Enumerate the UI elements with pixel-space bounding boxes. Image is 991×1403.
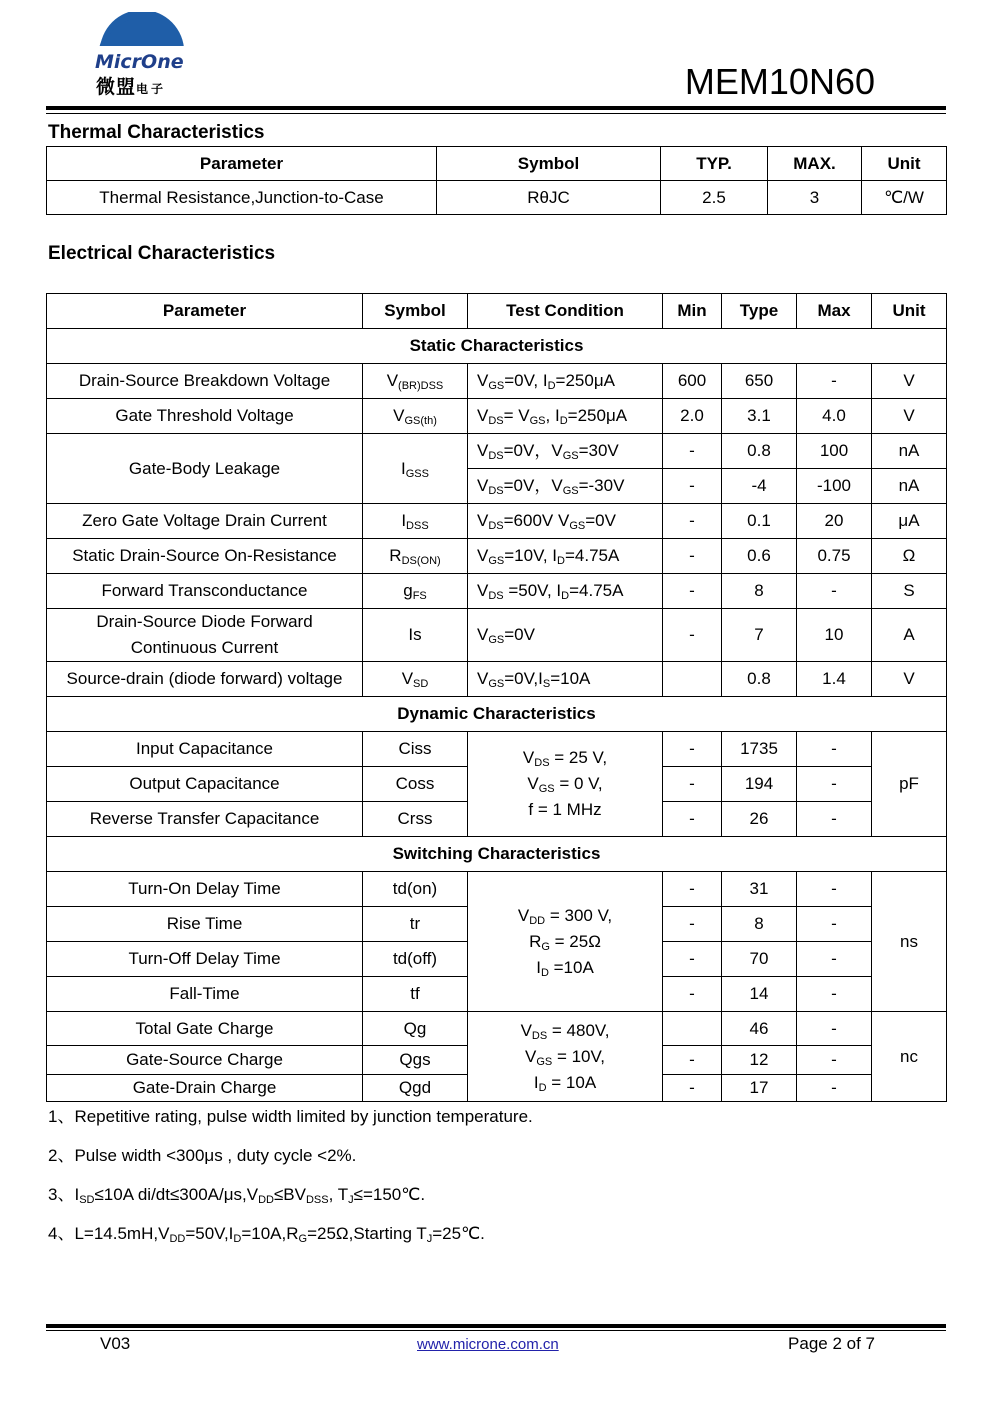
min: - [663,907,722,942]
typ: 31 [722,872,797,907]
param: Gate-Body Leakage [47,434,363,504]
table-row [47,539,947,574]
table-row [47,732,947,767]
max: - [797,942,872,977]
header-test-condition: Test Condition [468,294,663,329]
static-section-title: Static Characteristics [47,329,947,364]
min: 600 [663,364,722,399]
min [663,1012,722,1046]
footnote-1: 1、Repetitive rating, pulse width limited by junction temperature. [48,1107,533,1126]
dynamic-section-title: Dynamic Characteristics [47,697,947,732]
max: - [797,802,872,837]
switching-section-title: Switching Characteristics [47,837,947,872]
unit: V [872,399,947,434]
table-row [47,574,947,609]
param: Turn-On Delay Time [47,872,363,907]
company-logo [92,12,192,98]
max: -100 [797,469,872,504]
param: Drain-Source Diode Forward Continuous Current [47,609,363,662]
typ: 12 [722,1046,797,1075]
min: 2.0 [663,399,722,434]
min: - [663,504,722,539]
max: 4.0 [797,399,872,434]
typ: 0.8 [722,662,797,697]
logo-globe-icon [92,12,192,72]
max: - [797,977,872,1012]
typ: 14 [722,977,797,1012]
header-parameter: Parameter [47,294,363,329]
param: Gate Threshold Voltage [47,399,363,434]
switching-condition: $V_{DD} = 300$ V, $R_G = 25\Omega$ $I_D =10A$ [468,872,663,1012]
param: Turn-Off Delay Time [47,942,363,977]
symbol: $I_{DSS}$ [363,504,468,539]
version-label: V03 [100,1334,131,1353]
symbol: $g_{FS}$ [363,574,468,609]
header-unit: Unit [872,294,947,329]
unit: A [872,609,947,662]
website-link[interactable]: www.microne.com.cn [417,1336,559,1353]
typ: 70 [722,942,797,977]
unit: Ω [872,539,947,574]
param: Gate-Source Charge [47,1046,363,1075]
electrical-section-title: Electrical Characteristics [48,243,276,264]
max: 10 [797,609,872,662]
header-min: Min [663,294,722,329]
min: - [663,574,722,609]
switching-unit: ns [872,872,947,1012]
symbol: td(off) [363,942,468,977]
typ: -4 [722,469,797,504]
typ: 7 [722,609,797,662]
max: 20 [797,504,872,539]
min: - [663,767,722,802]
thermal-header-symbol: Symbol [437,147,661,181]
charge-unit: nc [872,1012,947,1102]
min: - [663,802,722,837]
symbol: Qg [363,1012,468,1046]
param: Output Capacitance [47,767,363,802]
param: Total Gate Charge [47,1012,363,1046]
param: Fall-Time [47,977,363,1012]
document-title: MEM10N60 [684,61,875,102]
param: Drain-Source Breakdown Voltage [47,364,363,399]
min: - [663,434,722,469]
condition: $V_{DS}=600V$ $V_{GS}=0V$ [468,504,663,539]
page-number: Page 2 of 7 [788,1334,875,1353]
condition: $V_{GS}=0V$ [468,609,663,662]
param: Reverse Transfer Capacitance [47,802,363,837]
header-max: Max [797,294,872,329]
condition: $V_{DS} =50V$, $I_D=4.75A$ [468,574,663,609]
typ: 8 [722,574,797,609]
condition: $V_{DS}=0V$，$V_{GS}=30V$ [468,434,663,469]
thermal-param: Thermal Resistance,Junction-to-Case [47,181,437,215]
symbol: Qgd [363,1075,468,1102]
min: - [663,977,722,1012]
typ: 1735 [722,732,797,767]
min: - [663,1046,722,1075]
symbol: Coss [363,767,468,802]
max: - [797,1046,872,1075]
max: - [797,767,872,802]
max: 1.4 [797,662,872,697]
unit: μA [872,504,947,539]
max: - [797,907,872,942]
svg-text:MicrOne: MicrOne [95,51,184,72]
logo-cn-text: 微盟 [96,76,137,98]
table-row [47,434,947,469]
max: - [797,364,872,399]
min: - [663,1075,722,1102]
thermal-table [46,146,947,215]
dynamic-condition: $V_{DS} = 25$ V, $V_{GS} = 0$ V, f = 1 MHz [468,732,663,837]
min: - [663,732,722,767]
table-row [47,1012,947,1046]
typ: 650 [722,364,797,399]
symbol: $V_{(BR)DSS}$ [363,364,468,399]
typ: 0.1 [722,504,797,539]
max: 0.75 [797,539,872,574]
thermal-header-max: MAX. [768,147,862,181]
charge-condition: $V_{DS} = 480V$, $V_{GS} = 10V$, $I_D = 10A$ [468,1012,663,1102]
typ: 46 [722,1012,797,1046]
condition: $V_{DS}=0V$，$V_{GS}=-30V$ [468,469,663,504]
condition: $V_{GS}=0V$, $I_D=250\mu A$ [468,364,663,399]
condition: $V_{DS}= V_{GS}$, $I_D=250\mu A$ [468,399,663,434]
param: Input Capacitance [47,732,363,767]
symbol: $V_{GS(th)}$ [363,399,468,434]
section-row [47,697,947,732]
header-type: Type [722,294,797,329]
footnote-2: 2、Pulse width <300μs , duty cycle <2%. [48,1146,357,1165]
min: - [663,942,722,977]
table-row [47,399,947,434]
min [663,662,722,697]
logo-cn-small-text: 电子 [136,82,167,96]
param: Zero Gate Voltage Drain Current [47,504,363,539]
param: Forward Transconductance [47,574,363,609]
max: - [797,1075,872,1102]
thermal-header-row [47,147,947,181]
param: Gate-Drain Charge [47,1075,363,1102]
condition: $V_{GS}=0V,I_S=10A$ [468,662,663,697]
thermal-symbol: RθJC [437,181,661,215]
symbol: td(on) [363,872,468,907]
min: - [663,872,722,907]
table-row [47,181,947,215]
min: - [663,539,722,574]
section-row [47,837,947,872]
unit: V [872,662,947,697]
typ: 0.8 [722,434,797,469]
header-divider-thin [46,113,946,114]
thermal-header-typ: TYP. [661,147,768,181]
max: 100 [797,434,872,469]
header-symbol: Symbol [363,294,468,329]
typ: 0.6 [722,539,797,574]
table-row [47,364,947,399]
param: Source-drain (diode forward) voltage [47,662,363,697]
thermal-section-title: Thermal Characteristics [48,122,265,143]
typ: 8 [722,907,797,942]
thermal-header-unit: Unit [862,147,947,181]
thermal-unit: ℃/W [862,181,947,215]
table-row [47,662,947,697]
section-row [47,329,947,364]
min: - [663,469,722,504]
symbol: $R_{DS(ON)}$ [363,539,468,574]
min: - [663,609,722,662]
param: Rise Time [47,907,363,942]
header-divider [46,106,946,110]
footnotes [48,1104,533,1260]
typ: 3.1 [722,399,797,434]
symbol: Qgs [363,1046,468,1075]
symbol: Is [363,609,468,662]
electrical-table [46,293,947,1102]
unit: nA [872,434,947,469]
max: - [797,872,872,907]
max: - [797,574,872,609]
symbol: tr [363,907,468,942]
table-row [47,872,947,907]
typ: 17 [722,1075,797,1102]
condition: $V_{GS}=10V$, $I_D=4.75A$ [468,539,663,574]
typ: 194 [722,767,797,802]
footer-divider-thin [46,1330,946,1331]
table-row [47,609,947,662]
thermal-header-parameter: Parameter [47,147,437,181]
typ: 26 [722,802,797,837]
symbol: Crss [363,802,468,837]
symbol: $I_{GSS}$ [363,434,468,504]
unit: nA [872,469,947,504]
max: - [797,732,872,767]
symbol: Ciss [363,732,468,767]
table-row [47,504,947,539]
thermal-typ: 2.5 [661,181,768,215]
footnote-4: 4、$L=14.5mH,V_{DD}=50V,I_D=10A,R_G=25\Omega,Starting$ $T_J=25℃$. [48,1224,485,1245]
unit: S [872,574,947,609]
dynamic-unit: pF [872,732,947,837]
symbol: $V_{SD}$ [363,662,468,697]
max: - [797,1012,872,1046]
thermal-max: 3 [768,181,862,215]
electrical-header-row [47,294,947,329]
param: Static Drain-Source On-Resistance [47,539,363,574]
footer-divider [46,1324,946,1328]
footnote-3: 3、$I_{SD}\le 10A$ $di/dt\le 300A/\mu s,V_{DD}\le BV_{DSS}$, $T_J\le=150℃$. [48,1185,426,1206]
symbol: tf [363,977,468,1012]
unit: V [872,364,947,399]
